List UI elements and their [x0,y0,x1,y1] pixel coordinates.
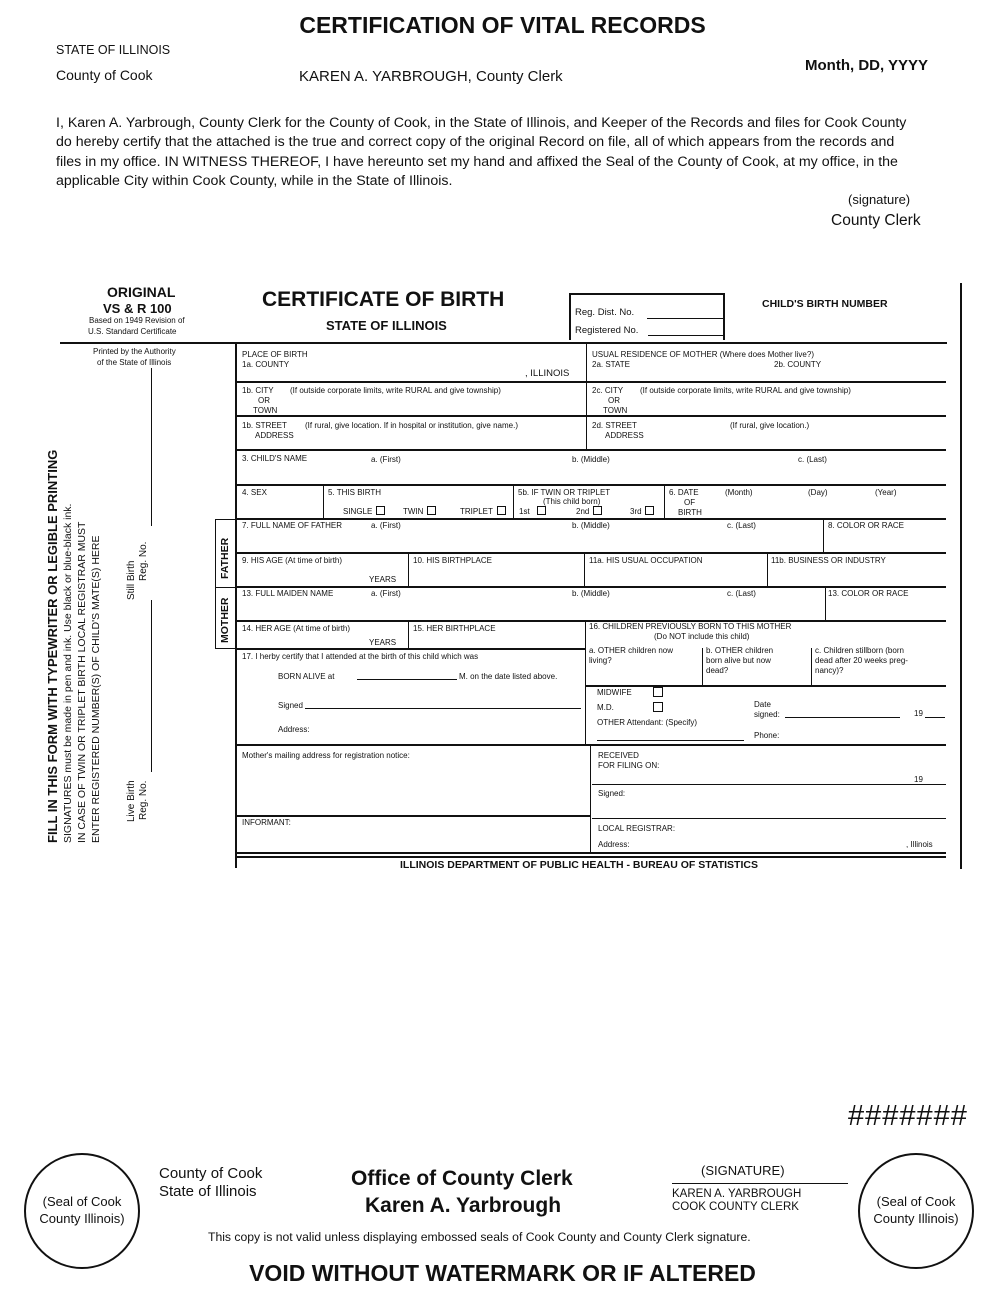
col-divider [811,648,812,685]
signed-label: Signed [278,701,303,710]
statement-line: do hereby certify that the attached is the true and correct copy of the original Record on file, all of which appears from the records and [56,134,895,151]
void-notice: VOID WITHOUT WATERMARK OR IF ALTERED [249,1260,756,1286]
side-instruction-main: FILL IN THIS FORM WITH TYPEWRITER OR LEGIBLE PRINTING [45,449,60,843]
certificate-state: STATE OF ILLINOIS [326,318,447,333]
header-state: STATE OF ILLINOIS [56,43,171,57]
field-1b-town: TOWN [253,406,278,415]
form-vsr: VS & R 100 [103,301,172,316]
field-14-label: 14. HER AGE (At time of birth) [242,624,351,633]
live-birth-label: Live Birth [126,780,137,822]
child-last-label: c. (Last) [798,455,827,464]
this-child-born-label: (This child born) [543,497,601,506]
row-line [235,518,946,520]
twin-checkbox[interactable] [427,506,436,515]
col-divider [323,484,324,518]
field-5-label: 5. THIS BIRTH [328,488,382,497]
signature-label: (SIGNATURE) [701,1163,785,1178]
header-date: Month, DD, YYYY [805,57,929,74]
bottom-state: State of Illinois [159,1183,257,1200]
registrar-illinois-label: , Illinois [906,840,933,849]
field-10-label: 10. HIS BIRTHPLACE [413,556,492,565]
date-signed-year-line [925,717,945,718]
field-16c-line3: nancy)? [815,666,844,675]
born-alive-label: BORN ALIVE at [278,672,335,681]
office-clerk-name: Karen A. Yarbrough [365,1194,562,1217]
col-divider [825,586,826,620]
col-divider [585,620,586,744]
certificate-of-birth-title: CERTIFICATE OF BIRTH [262,288,505,311]
mother-tab: MOTHER [219,597,231,643]
third-born-label: 3rd [630,507,642,516]
side-instruction-2: IN CASE OF TWIN OR TRIPLET BIRTH LOCAL REGISTRAR MUST [76,521,88,843]
seal-right [858,1153,974,1269]
live-birth-line [151,600,152,772]
registrar-signed-label: Signed: [598,789,626,798]
still-birth-reg-no: Reg. No. [138,541,149,581]
signature-name: KAREN A. YARBROUGH [672,1188,802,1200]
field-16c-line1: c. Children stillborn (born [815,646,904,655]
field-2a-label: 2a. STATE [592,360,630,369]
second-born-checkbox[interactable] [593,506,602,515]
field-16b-line1: b. OTHER children [706,646,774,655]
midwife-label: MIDWIFE [597,688,632,697]
field-16c-line2: dead after 20 weeks preg- [815,656,908,665]
form-based-2: U.S. Standard Certificate [88,327,177,336]
side-instruction-3: ENTER REGISTERED NUMBER(S) OF CHILD'S MATE(S) HERE [90,535,102,843]
form-based-1: Based on 1949 Revision of [89,316,185,325]
month-label: (Month) [725,488,753,497]
field-2c-town: TOWN [603,406,628,415]
filing-on-label: FOR FILING ON: [598,761,660,770]
child-birth-number-label: CHILD'S BIRTH NUMBER [762,298,888,310]
field-1b-note: (If outside corporate limits, write RURAL and give township) [290,386,501,395]
field-1c-address: ADDRESS [255,431,294,440]
row-line [235,856,946,858]
row-line [586,685,946,687]
form-footer: ILLINOIS DEPARTMENT OF PUBLIC HEALTH - BUREAU OF STATISTICS [400,859,758,871]
father-first-label: a. (First) [371,521,401,530]
signer-title: County Clerk [831,212,921,229]
still-birth-line [151,368,152,526]
form-top-rule [60,342,947,344]
signed-line [305,708,581,709]
signature-placeholder: (signature) [848,192,911,207]
side-instruction-1: SIGNATURES must be made in pen and ink. Use black or blue-black ink. [62,503,74,843]
field-16b-line2: born alive but now [706,656,771,665]
field-1c-label: 1b. STREET [242,421,287,430]
md-checkbox[interactable] [653,702,663,712]
date-signed-19: 19 [914,709,923,718]
signature-title: COOK COUNTY CLERK [672,1201,799,1213]
row-line [235,415,946,417]
field-2c-label: 2c. CITY [592,386,624,395]
statement-line: applicable City within Cook County, while in the State of Illinois. [56,172,453,189]
col-divider [702,648,703,685]
child-first-label: a. (First) [371,455,401,464]
grid-left-rule [235,343,237,868]
mother-last-label: c. (Last) [727,589,756,598]
born-alive-line [357,679,457,680]
row-line [235,449,946,451]
first-born-label: 1st [519,507,530,516]
date-signed-line1: Date [754,700,771,709]
header-county: County of Cook [56,67,153,83]
col-divider [408,552,409,586]
live-birth-reg-no: Reg. No. [138,780,149,820]
field-4-label: 4. SEX [242,488,267,497]
father-middle-label: b. (Middle) [572,521,610,530]
statement-line: I, Karen A. Yarbrough, County Clerk for the County of Cook, in the State of Illinois, and Keeper of the Records and files for Cook County [56,115,907,131]
received-19: 19 [914,775,923,784]
field-2d-note: (If rural, give location.) [730,421,810,430]
registered-line [648,335,723,336]
parent-tab-divider [215,587,236,588]
field-16-note: (Do NOT include this child) [654,632,750,641]
printed-authority-1: Printed by the Authority [93,347,176,356]
registrar-address-label: Address: [598,840,630,849]
field-2d-label: 2d. STREET [592,421,637,430]
local-registrar-label: LOCAL REGISTRAR: [598,824,676,833]
received-label: RECEIVED [598,751,639,760]
third-born-checkbox[interactable] [645,506,654,515]
field-6-label: 6. DATE [669,488,699,497]
document-number: ####### [848,1100,968,1132]
field-17-label: 17. I herby certify that I attended at the birth of this child which was [242,652,479,661]
triplet-label: TRIPLET [460,507,493,516]
row-line [235,586,946,588]
form-right-rule [960,283,962,869]
single-checkbox[interactable] [376,506,385,515]
attendant-address-label: Address: [278,725,310,734]
field-2c-or: OR [608,396,620,405]
field-16a-line1: a. OTHER children now [589,646,674,655]
field-2d-address: ADDRESS [605,431,644,440]
mother-years-label: YEARS [369,638,397,647]
col-divider [767,552,768,586]
row-line [235,852,946,854]
field-1b-or: OR [258,396,270,405]
seal-left [24,1153,140,1269]
father-years-label: YEARS [369,575,397,584]
field-7-label: 7. FULL NAME OF FATHER [242,521,343,530]
triplet-checkbox[interactable] [497,506,506,515]
phone-label: Phone: [754,731,780,740]
informant-label: INFORMANT: [242,818,291,827]
field-13-label: 13. COLOR OR RACE [828,589,909,598]
certification-title: CERTIFICATION OF VITAL RECORDS [299,12,706,38]
date-signed-line2: signed: [754,710,780,719]
day-label: (Day) [808,488,828,497]
col-divider [408,620,409,648]
field-2b-label: 2b. COUNTY [774,360,822,369]
field-6-of: OF [684,498,696,507]
signature-line [672,1183,848,1184]
field-3-label: 3. CHILD'S NAME [242,454,308,463]
field-11b-label: 11b. BUSINESS OR INDUSTRY [771,556,886,565]
other-attendant-label: OTHER Attendant: (Specify) [597,718,698,727]
row-line [592,818,946,819]
col-divider [513,484,514,518]
col-divider [823,518,824,552]
field-2c-note: (If outside corporate limits, write RURAL and give township) [640,386,851,395]
mother-first-label: a. (First) [371,589,401,598]
field-5b-label: 5b. IF TWIN OR TRIPLET [518,488,611,497]
date-signed-line [785,717,900,718]
validity-note: This copy is not valid unless displaying embossed seals of Cook County and County Clerk signature. [208,1230,751,1244]
col-divider [584,552,585,586]
col-divider [664,484,665,518]
field-1c-note: (If rural, give location. If in hospital or institution, give name.) [305,421,518,430]
field-8-label: 8. COLOR OR RACE [828,521,905,530]
row-line [592,784,946,785]
reg-dist-label: Reg. Dist. No. [575,307,635,318]
col-divider [590,744,591,852]
header-clerk: KAREN A. YARBROUGH, County Clerk [299,68,563,85]
col-divider [586,343,587,450]
usual-residence-label: USUAL RESIDENCE OF MOTHER (Where does Mother live?) [592,350,814,359]
md-label: M.D. [597,703,614,712]
field-16-label: 16. CHILDREN PREVIOUSLY BORN TO THIS MOTHER [589,622,792,631]
row-line [235,648,586,650]
certification-statement [56,114,906,191]
single-label: SINGLE [343,507,373,516]
row-line [235,484,946,486]
field-1b-label: 1b. CITY [242,386,274,395]
father-last-label: c. (Last) [727,521,756,530]
field-1a-label: 1a. COUNTY [242,360,290,369]
child-middle-label: b. (Middle) [572,455,610,464]
row-line [235,381,946,383]
seal-left-text: (Seal of Cook County Illinois) [39,1194,125,1226]
field-15-label: 15. HER BIRTHPLACE [413,624,496,633]
place-of-birth-label: PLACE OF BIRTH [242,350,308,359]
field-9-label: 9. HIS AGE (At time of birth) [242,556,343,565]
reg-dist-line [647,318,723,319]
midwife-checkbox[interactable] [653,687,663,697]
first-born-checkbox[interactable] [537,506,546,515]
field-16a-line2: living? [589,656,612,665]
mailing-address-label: Mother's mailing address for registration notice: [242,751,410,760]
twin-label: TWIN [403,507,424,516]
office-title: Office of County Clerk [351,1167,573,1190]
illinois-label: , ILLINOIS [525,368,570,379]
statement-line: files in my office. IN WITNESS THEREOF, I have hereunto set my hand and affixed the Seal of the County of Cook, at my office, in the [56,153,898,170]
printed-authority-2: of the State of Illinois [97,358,172,367]
registered-label: Registered No. [575,325,639,336]
row-line [235,815,590,817]
field-12-label: 13. FULL MAIDEN NAME [242,589,334,598]
second-born-label: 2nd [576,507,590,516]
row-line [235,552,946,554]
m-on-date-label: M. on the date listed above. [459,672,558,681]
seal-right-text: (Seal of Cook County Illinois) [873,1194,959,1226]
field-6-birth: BIRTH [678,508,702,517]
form-original: ORIGINAL [107,284,176,300]
field-11a-label: 11a. HIS USUAL OCCUPATION [589,556,703,565]
still-birth-label: Still Birth [126,560,137,600]
bottom-county: County of Cook [159,1165,263,1182]
year-label: (Year) [875,488,897,497]
mother-middle-label: b. (Middle) [572,589,610,598]
father-tab: FATHER [219,537,231,579]
other-attendant-line [597,740,744,741]
field-16b-line3: dead? [706,666,729,675]
